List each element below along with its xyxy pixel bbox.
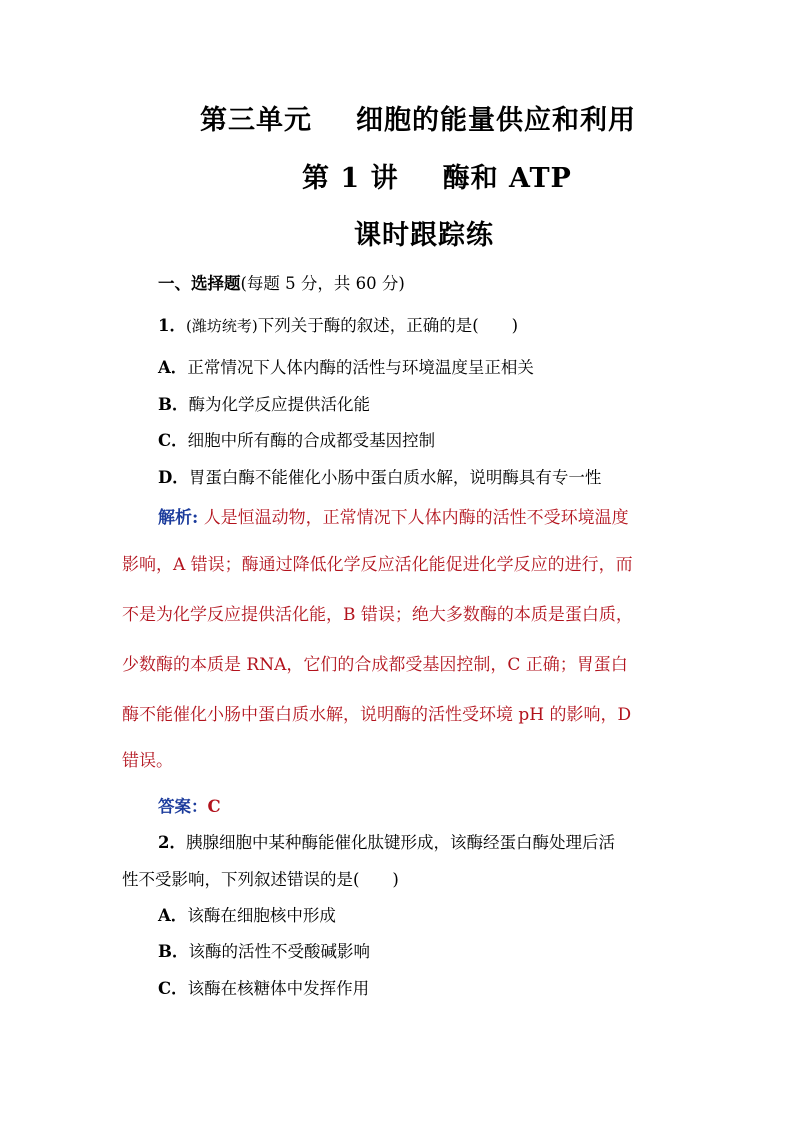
analysis-line-4: 少数酶的本质是 RNA，它们的合成都受基因控制，C 正确；胃蛋白 [122,655,628,675]
option-text: 细胞中所有酶的合成都受基因控制 [187,431,436,450]
unit-title: 细胞的能量供应和利用 [356,105,636,136]
q2-option-c [158,975,369,999]
question-number: 1． [158,316,186,335]
option-text: 正常情况下人体内酶的活性与环境温度呈正相关 [187,358,534,377]
unit-heading [200,98,636,137]
lecture-heading [302,156,572,195]
option-key: C． [158,979,188,998]
analysis-line-2: 影响，A 错误；酶通过降低化学反应活化能促进化学反应的进行，而 [122,555,633,575]
option-key: D． [158,468,189,487]
q2-option-a [158,902,336,926]
page-subtitle: 课时跟踪练 [354,220,494,251]
answer-line [158,793,221,817]
analysis-line-6: 错误。 [122,751,173,771]
answer-value: C [207,797,221,816]
option-c [158,427,435,451]
section-title: 一、选择题 [158,274,241,293]
option-a [158,354,534,378]
section-note: (每题 5 分，共 60 分) [240,274,405,293]
option-text: 酶为化学反应提供活化能 [188,395,370,414]
question-source: (潍坊统考) [185,317,258,335]
option-text: 该酶在细胞核中形成 [187,906,336,925]
q2-option-b [158,938,370,962]
option-text: 胃蛋白酶不能催化小肠中蛋白质水解，说明酶具有专一性 [188,468,602,487]
option-key: B． [158,395,189,414]
lecture-number: 第 1 讲 [302,163,399,194]
option-key: C． [158,431,188,450]
option-text: 该酶的活性不受酸碱影响 [188,942,370,961]
question-number: 2． [158,833,186,852]
option-key: B． [158,942,189,961]
analysis-line-5: 酶不能催化小肠中蛋白质水解，说明酶的活性受环境 pH 的影响，D [122,705,632,725]
unit-number: 第三单元 [200,105,312,136]
question-stem-line-1: 胰腺细胞中某种酶能催化肽键形成，该酶经蛋白酶处理后活 [185,833,615,852]
section-heading [158,270,405,294]
question-stem-line-2: 性不受影响，下列叙述错误的是( ) [122,870,399,889]
lecture-title: 酶和 ATP [442,163,572,194]
option-d [158,464,601,488]
question-2 [158,829,615,853]
question-1 [158,312,518,336]
option-key: A． [158,358,188,377]
option-text: 该酶在核糖体中发挥作用 [187,979,370,998]
analysis-line-1 [158,503,629,528]
question-stem: 下列关于酶的叙述，正确的是( ) [257,316,519,335]
option-key: A． [158,906,188,925]
option-b [158,391,370,415]
answer-label: 答案： [158,797,208,816]
analysis-line-3: 不是为化学反应提供活化能，B 错误；绝大多数酶的本质是蛋白质， [122,605,633,625]
analysis-text: 人是恒温动物，正常情况下人体内酶的活性不受环境温度 [203,508,629,528]
analysis-label: 解析: [158,508,199,528]
